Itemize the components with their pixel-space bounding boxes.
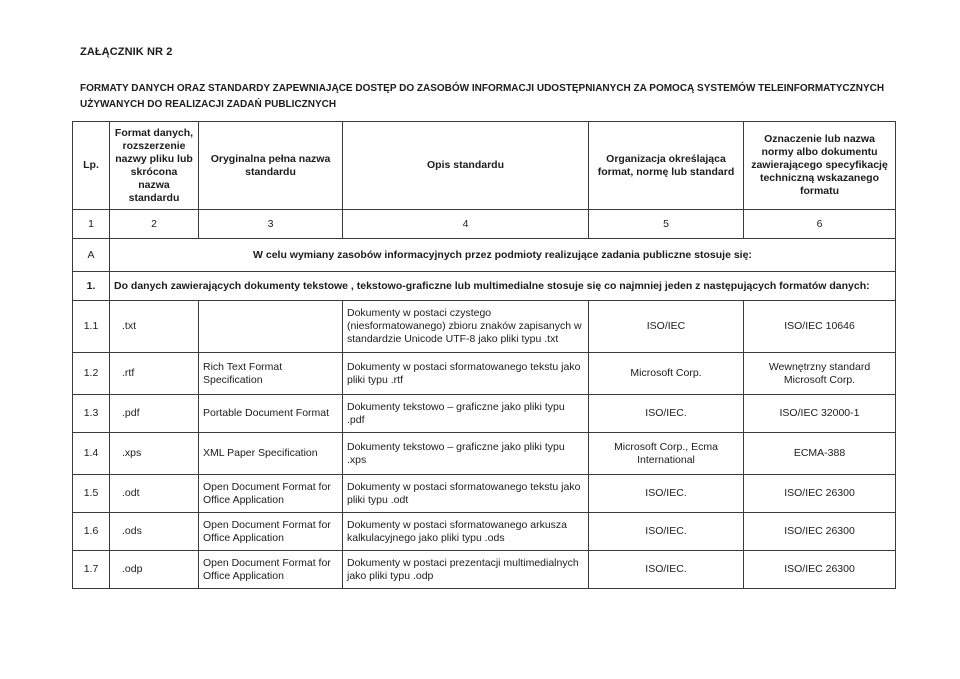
row-description: Dokumenty w postaci sformatowanego tekstu jako pliki typu .rtf: [343, 353, 589, 395]
row-format: .txt: [110, 301, 199, 353]
table-row: [73, 551, 896, 589]
row-lp: 1.3: [73, 395, 110, 433]
row-full-name: [199, 301, 343, 353]
row-full-name: Rich Text Format Specification: [199, 353, 343, 395]
header-description: Opis standardu: [343, 122, 589, 210]
section-1-label: 1.: [73, 272, 110, 301]
row-standard: Wewnętrzny standard Microsoft Corp.: [744, 353, 896, 395]
row-full-name: XML Paper Specification: [199, 433, 343, 475]
page-heading: FORMATY DANYCH ORAZ STANDARDY ZAPEWNIAJĄCE DOSTĘP DO ZASOBÓW INFORMACJI UDOSTĘPNIANYCH ZA POMOCĄ SYSTEMÓW TELEINFORMATYCZNYCH UŻYWANYCH DO REALIZACJI ZADAŃ PUBLICZNYCH: [80, 83, 885, 110]
row-organization: ISO/IEC.: [589, 551, 744, 589]
row-full-name: Open Document Format for Office Application: [199, 475, 343, 513]
row-organization: ISO/IEC.: [589, 475, 744, 513]
row-description: Dokumenty w postaci sformatowanego arkusza kalkulacyjnego jako pliki typu .ods: [343, 513, 589, 551]
row-format: .odp: [110, 551, 199, 589]
section-1-row: [73, 272, 896, 301]
row-standard: ECMA-388: [744, 433, 896, 475]
row-standard: ISO/IEC 10646: [744, 301, 896, 353]
section-1-text: Do danych zawierających dokumenty tekstowe , tekstowo-graficzne lub multimedialne stosuje się co najmniej jeden z następujących formatów danych:: [110, 272, 896, 301]
row-lp: 1.4: [73, 433, 110, 475]
row-format: .pdf: [110, 395, 199, 433]
table-row: [73, 513, 896, 551]
row-description: Dokumenty w postaci prezentacji multimedialnych jako pliki typu .odp: [343, 551, 589, 589]
row-organization: ISO/IEC.: [589, 513, 744, 551]
row-organization: Microsoft Corp.: [589, 353, 744, 395]
row-standard: ISO/IEC 32000-1: [744, 395, 896, 433]
row-format: .xps: [110, 433, 199, 475]
row-format: .odt: [110, 475, 199, 513]
row-standard: ISO/IEC 26300: [744, 551, 896, 589]
column-number: 4: [343, 210, 589, 239]
row-full-name: Open Document Format for Office Application: [199, 513, 343, 551]
table-row: [73, 475, 896, 513]
column-number-row: [73, 210, 896, 239]
row-lp: 1.5: [73, 475, 110, 513]
table-row: [73, 395, 896, 433]
column-number: 2: [110, 210, 199, 239]
section-a-text: W celu wymiany zasobów informacyjnych przez podmioty realizujące zadania publiczne stosuje się:: [110, 239, 896, 272]
row-organization: Microsoft Corp., Ecma International: [589, 433, 744, 475]
header-format: Format danych, rozszerzenie nazwy pliku lub skrócona nazwa standardu: [110, 122, 199, 210]
table-row: [73, 301, 896, 353]
row-lp: 1.2: [73, 353, 110, 395]
formats-table: [72, 121, 896, 589]
row-organization: ISO/IEC: [589, 301, 744, 353]
row-format: .rtf: [110, 353, 199, 395]
row-full-name: Portable Document Format: [199, 395, 343, 433]
row-description: Dokumenty tekstowo – graficzne jako pliki typu .xps: [343, 433, 589, 475]
row-full-name: Open Document Format for Office Application: [199, 551, 343, 589]
row-standard: ISO/IEC 26300: [744, 475, 896, 513]
row-format: .ods: [110, 513, 199, 551]
row-description: Dokumenty w postaci czystego (niesformatowanego) zbioru znaków zapisanych w standardzie Unicode UTF-8 jako pliki typu .txt: [343, 301, 589, 353]
row-lp: 1.1: [73, 301, 110, 353]
section-a-row: [73, 239, 896, 272]
row-organization: ISO/IEC.: [589, 395, 744, 433]
header-lp: Lp.: [73, 122, 110, 210]
header-full-name: Oryginalna pełna nazwa standardu: [199, 122, 343, 210]
table-row: [73, 353, 896, 395]
table-row: [73, 433, 896, 475]
column-number: 3: [199, 210, 343, 239]
table-header-row: [73, 122, 896, 210]
header-organization: Organizacja określająca format, normę lub standard: [589, 122, 744, 210]
annex-title: ZAŁĄCZNIK NR 2: [80, 46, 173, 58]
column-number: 5: [589, 210, 744, 239]
column-number: 6: [744, 210, 896, 239]
column-number: 1: [73, 210, 110, 239]
row-description: Dokumenty w postaci sformatowanego tekstu jako pliki typu .odt: [343, 475, 589, 513]
section-a-label: A: [73, 239, 110, 272]
row-lp: 1.6: [73, 513, 110, 551]
header-standard: Oznaczenie lub nazwa normy albo dokumentu zawierającego specyfikację techniczną wskazanego formatu: [744, 122, 896, 210]
row-standard: ISO/IEC 26300: [744, 513, 896, 551]
row-description: Dokumenty tekstowo – graficzne jako pliki typu .pdf: [343, 395, 589, 433]
row-lp: 1.7: [73, 551, 110, 589]
